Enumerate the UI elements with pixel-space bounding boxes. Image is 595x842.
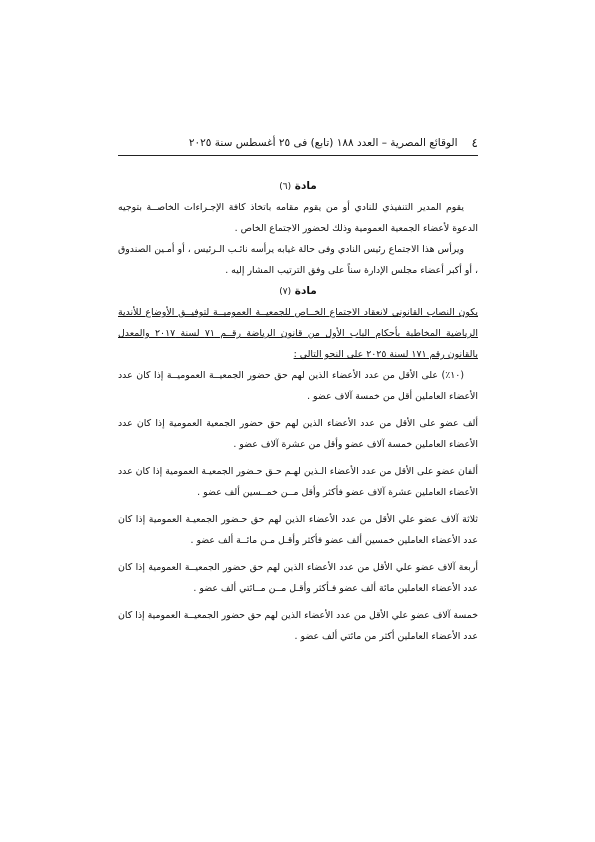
article-6-title: [118, 176, 478, 197]
document-body: [118, 176, 478, 647]
quorum-item-3: ألفان عضو على الأقل من عدد الأعضاء الـذين لهـم حـق حـضور الجمعيـة العمومية إذا كان عدد الأعضاء العاملين عشرة آلاف عضو فأكثر وأقل مــن خمــسين ألف عضو .: [118, 466, 478, 498]
quorum-item-2: ألف عضو على الأقل من عدد الأعضاء الذين لهم حق حضور الجمعية العمومية إذا كان عدد الأعضاء العاملين خمسة آلاف عضو وأقل من عشرة آلاف عضو .: [118, 418, 478, 450]
article-7-number: (٧): [279, 287, 292, 297]
page-number: ٤: [471, 136, 478, 150]
article-6-label: مادة: [294, 180, 317, 192]
page-header: [118, 133, 478, 156]
header-text: الوقائع المصرية – العدد ١٨٨ (تابع) فى ٢٥ أغسطس سنة ٢٠٢٥: [188, 137, 458, 149]
article-6-paragraph-2: ويرأس هذا الاجتماع رئيس النادي وفى حالة غيابه يرأسه نائـب الـرئيس ، أو أمـين الصندوق ، أو أكبر أعضاء مجلس الإدارة سناً على وفق الترتيب المشار إليه .: [118, 244, 478, 276]
quorum-item-6: خمسة آلاف عضو علي الأقل من عدد الأعضاء الذين لهم حق حضور الجمعيــة العمومية إذا كان عدد الأعضاء العاملين أكثر من مائتي ألف عضو .: [118, 610, 478, 642]
quorum-item-5: أربعة آلاف عضو علي الأقل من عدد الأعضاء الذين لهم حق حضور الجمعيــة العمومية إذا كان عدد الأعضاء العاملين مائة ألف عضو فـأكثر وأقـل مــن مــائتي ألف عضو .: [118, 562, 478, 594]
article-7-intro: يكون النصاب القانوني لانعقاد الاجتماع الخــاص للجمعيــة العموميــة لتوفيــق الأوضاع للأندية الرياضية المخاطبة بأحكام الباب الأول من قانون الرياضة رقــم ٧١ لسنة ٢٠١٧ والمعدل بالقانون رقم ١٧١ لسنة ٢٠٢٥ على النحو التالي :: [118, 307, 478, 360]
article-6-number: (٦): [279, 182, 292, 192]
quorum-item-1: (١٠٪) على الأقل من عدد الأعضاء الذين لهم حق حضور الجمعيــة العموميــة إذا كان عدد الأعضاء العاملين أقل من خمسة آلاف عضو .: [118, 370, 478, 402]
article-7-title: [118, 281, 478, 302]
article-7-label: مادة: [294, 285, 317, 297]
quorum-item-4: ثلاثة آلاف عضو علي الأقل من عدد الأعضاء الذين لهم حق حـضور الجمعيـة العمومية إذا كان عدد الأعضاء العاملين خمسين ألف عضو فأكثر وأقـل مـن مائــة ألف عضو .: [118, 514, 478, 546]
article-6-paragraph-1: يقوم المدير التنفيذي للنادي أو من يقوم مقامه باتخاذ كافة الإجـراءات الخاصــة بتوجيه الدعوة لأعضاء الجمعية العمومية وذلك لحضور الاجتماع الخاص .: [118, 202, 478, 234]
